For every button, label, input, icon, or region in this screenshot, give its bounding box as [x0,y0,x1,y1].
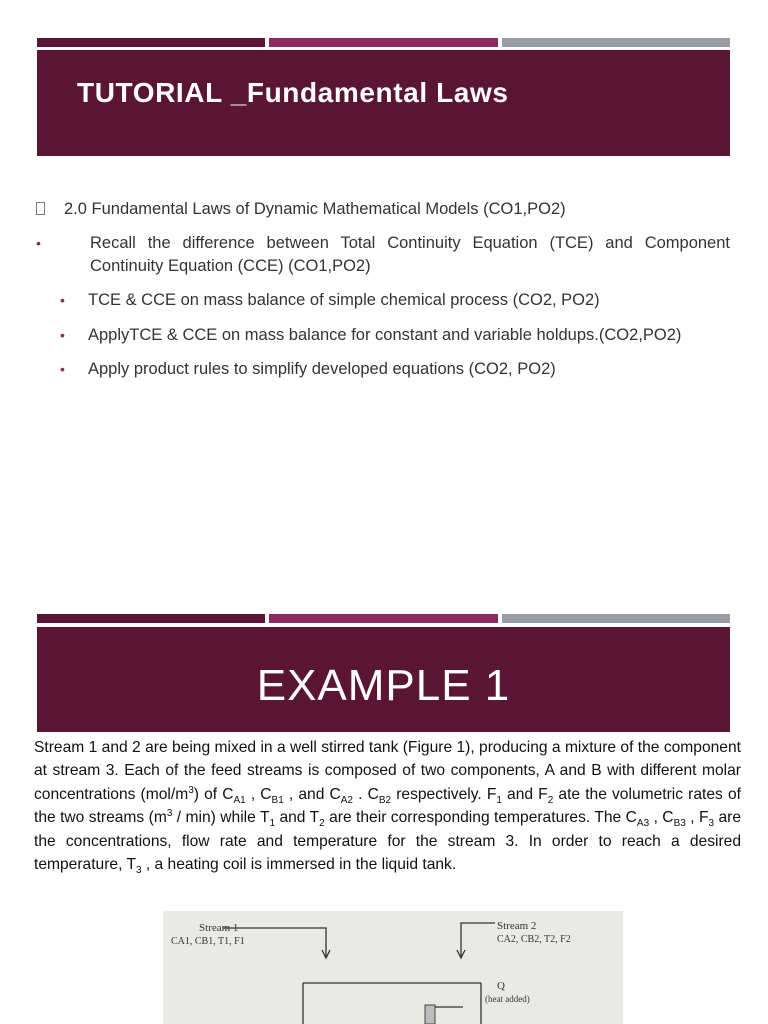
bullet-text: ApplyTCE & CCE on mass balance for constant and variable holdups.(CO2,PO2) [88,326,682,344]
bullet-dot-icon: • [36,235,41,251]
accent-stripe-middle [269,614,498,623]
mixing-tank-figure [163,911,623,1024]
bullet-item [36,232,736,278]
accent-stripe-left [37,614,265,623]
stream2-variables: CA2, CB2, T2, F2 [497,934,571,945]
bullet-dot-icon: • [60,327,65,343]
problem-statement: Stream 1 and 2 are being mixed in a well stirred tank (Figure 1), producing a mixture of the component at stream 3. Each of the feed streams is composed of two components, A and B with different molar concentrations $(mol/m^3)$ of $C_{A1}$ , $C_{B1}$ , and $C_{A2}$ . $C_{B2}$ respectively. $F_1$ and $F_2$ ate the volumetric rates of the two streams $(m^3 / \min)$ while $T_1$ and $T_2$ are their corresponding temperatures. The $C_{A3}$ , $C_{B3}$ , $F_3$ are the concentrations, flow rate and temperature for the stream 3. In order to reach a desired temperature, $T_3$ , a heating coil is immersed in the liquid tank. [34,739,742,877]
accent-stripe-left [37,38,265,47]
missing-glyph-icon [36,198,45,222]
heat-added-note: (heat added) [485,994,530,1004]
accent-stripe-middle [269,38,498,47]
title-banner [37,50,730,156]
example-banner [37,627,730,732]
bullet-text: Recall the difference between Total Continuity Equation (TCE) and Component Continuity Equation (CCE) (CO1,PO2) [90,234,730,275]
bullet-dot-icon: • [60,292,65,308]
slide-title: TUTORIAL _Fundamental Laws [77,77,509,108]
accent-stripe-right [502,38,730,47]
mixing-tank-diagram [163,911,623,1024]
bullet-text: TCE & CCE on mass balance of simple chemical process (CO2, PO2) [88,291,600,309]
stream2-label: Stream 2 [497,920,537,932]
bullet-text: 2.0 Fundamental Laws of Dynamic Mathematical Models (CO1,PO2) [64,200,566,218]
bullet-dot-icon: • [60,361,65,377]
heat-q-label: Q [497,980,505,992]
stream1-variables: CA1, CB1, T1, F1 [171,936,245,947]
stream1-label: Stream 1 [199,922,239,934]
example-title: EXAMPLE 1 [256,661,511,710]
bullet-text: Apply product rules to simplify developed equations (CO2, PO2) [88,360,556,378]
accent-stripe-right [502,614,730,623]
